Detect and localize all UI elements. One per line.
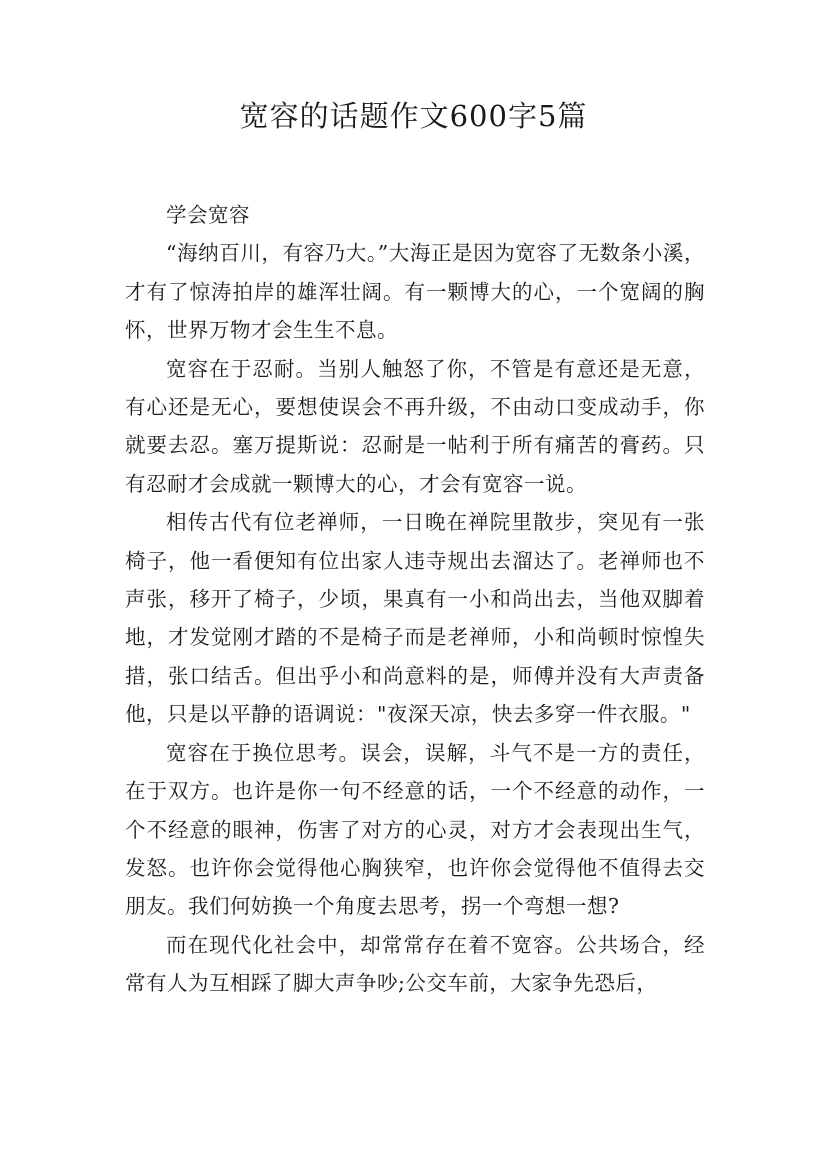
paragraph: 宽容在于换位思考。误会，误解，斗气不是一方的责任，在于双方。也许是你一句不经意的话，一个不经意的动作，一个不经意的眼神，伤害了对方的心灵，对方才会表现出生气，发怒。也许你会觉得他心胸狭窄，也许你会觉得他不值得去交朋友。我们何妨换一个角度去思考，拐一个弯想一想?: [125, 740, 705, 919]
document-title: 宽容的话题作文600字5篇: [239, 99, 588, 133]
paragraph: 宽容在于忍耐。当别人触怒了你，不管是有意还是无意，有心还是无心，要想使误会不再升级，不由动口变成动手，你就要去忍。塞万提斯说：忍耐是一帖利于所有痛苦的膏药。只有忍耐才会成就一颗博大的心，才会有宽容一说。: [125, 356, 705, 496]
paragraph: 相传古代有位老禅师，一日晚在禅院里散步，突见有一张椅子，他一看便知有位出家人违寺规出去溜达了。老禅师也不声张，移开了椅子，少顷，果真有一小和尚出去，当他双脚着地，才发觉刚才踏的不是椅子而是老禅师，小和尚顿时惊惶失措，张口结舌。但出乎小和尚意料的是，师傅并没有大声责备他，只是以平静的语调说："夜深天凉，快去多穿一件衣服。": [125, 510, 705, 727]
paragraph: 而在现代化社会中，却常常存在着不宽容。公共场合，经常有人为互相踩了脚大声争吵;公交车前，大家争先恐后，: [125, 932, 705, 996]
section-heading: 学会宽容: [166, 203, 250, 227]
document-body: [125, 196, 705, 1003]
paragraph: “海纳百川，有容乃大。”大海正是因为宽容了无数条小溪，才有了惊涛拍岸的雄浑壮阔。有一颗博大的心，一个宽阔的胸怀，世界万物才会生生不息。: [125, 241, 705, 343]
